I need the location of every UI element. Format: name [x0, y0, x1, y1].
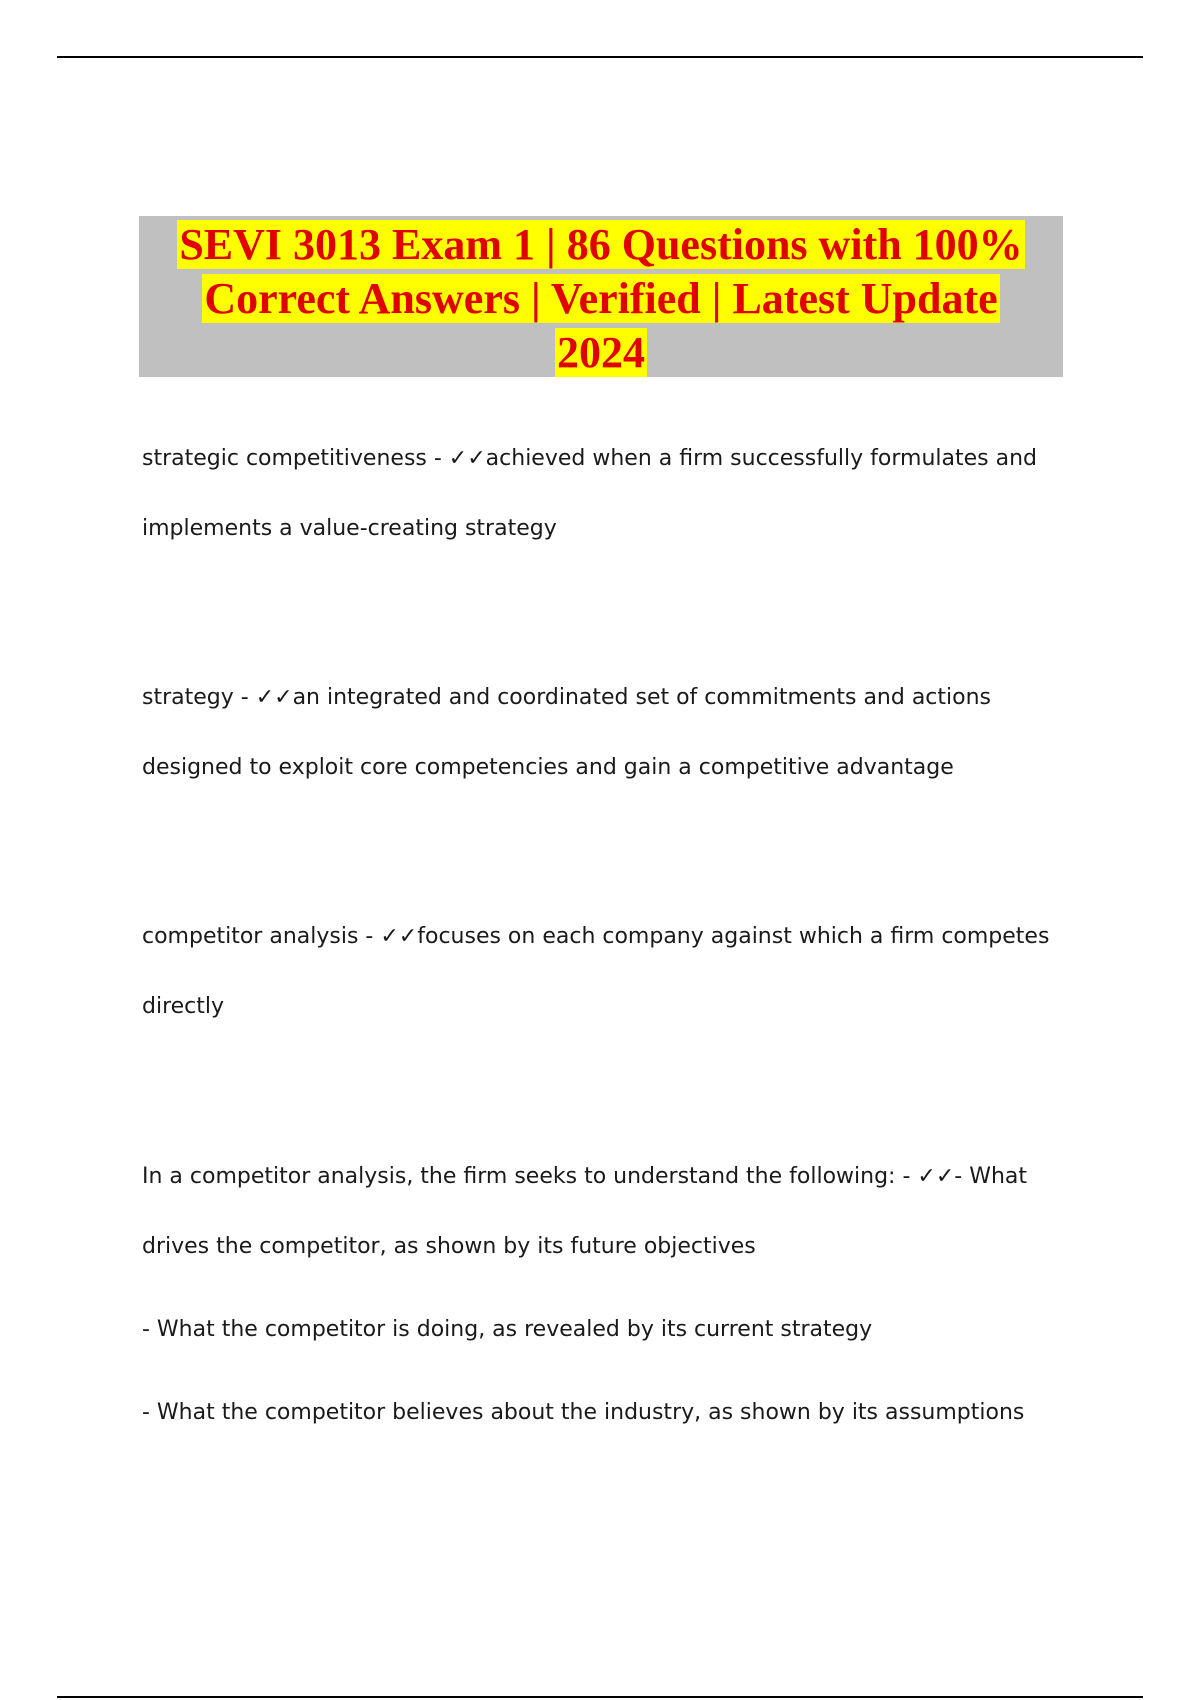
list-item: - What the competitor believes about the industry, as shown by its assumptions	[142, 1400, 1025, 1425]
qa-entry-strategic-competitiveness	[142, 441, 1082, 581]
document-title	[139, 216, 1063, 377]
title-line-3: 2024	[557, 328, 645, 377]
qa-entry-competitor-analysis-understanding	[142, 1159, 1082, 1299]
double-check-icon: ✓✓	[917, 1164, 955, 1189]
bottom-rule	[57, 1696, 1143, 1698]
list-item: - What the competitor is doing, as revealed by its current strategy	[142, 1317, 873, 1342]
qa-line: In a competitor analysis, the firm seeks to understand the following: - ✓✓- What	[142, 1164, 1028, 1189]
qa-line: drives the competitor, as shown by its future objectives	[142, 1234, 756, 1259]
qa-line: implements a value-creating strategy	[142, 516, 557, 541]
title-line-1: SEVI 3013 Exam 1 | 86 Questions with 100%	[179, 220, 1023, 269]
double-check-icon: ✓✓	[448, 446, 486, 471]
qa-line: strategy - ✓✓an integrated and coordinated set of commitments and actions	[142, 685, 992, 710]
qa-entry-strategy	[142, 680, 1082, 820]
qa-line: designed to exploit core competencies and gain a competitive advantage	[142, 755, 954, 780]
qa-entry-competitor-analysis	[142, 919, 1082, 1059]
qa-line: directly	[142, 994, 225, 1019]
double-check-icon: ✓✓	[255, 685, 293, 710]
qa-line: strategic competitiveness - ✓✓achieved when a firm successfully formulates and	[142, 446, 1037, 471]
top-rule	[57, 56, 1143, 58]
qa-line: competitor analysis - ✓✓focuses on each company against which a firm competes	[142, 924, 1050, 949]
title-line-2: Correct Answers | Verified | Latest Update	[204, 274, 998, 323]
double-check-icon: ✓✓	[380, 924, 418, 949]
